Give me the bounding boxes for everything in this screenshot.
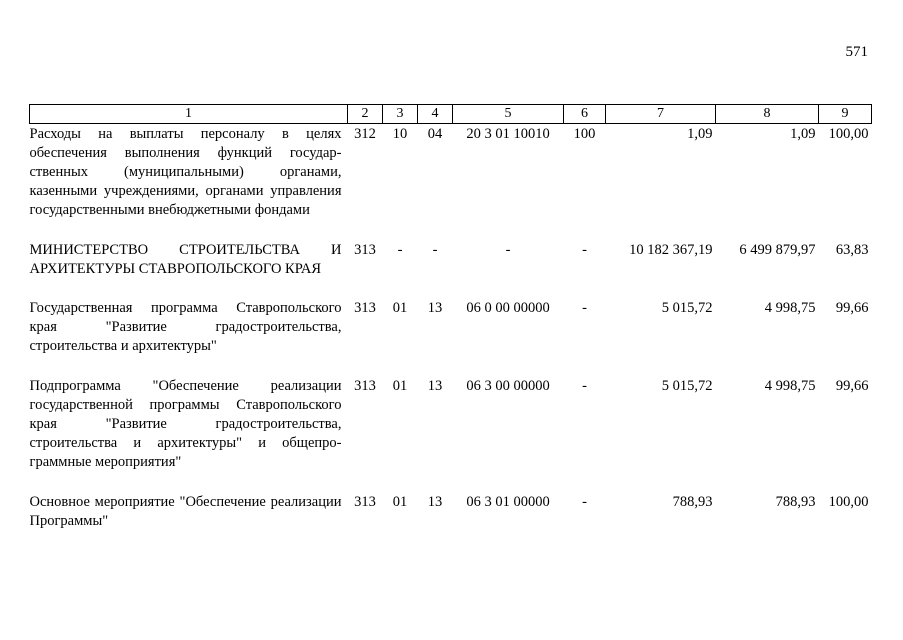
cell-vedomstvo: 313 xyxy=(354,241,376,258)
cell-podrazdel: - xyxy=(432,241,438,258)
cell-csr: 20 3 01 10010 xyxy=(466,126,550,142)
cell-plan: 788,93 xyxy=(672,493,713,510)
cell-procent: 100,00 xyxy=(828,493,869,510)
cell-podrazdel: 04 xyxy=(427,126,443,142)
table-row xyxy=(30,298,872,376)
cell-vedomstvo: 312 xyxy=(354,126,376,142)
column-header: 2 xyxy=(348,105,383,124)
cell-csr: 06 3 00 00000 xyxy=(466,377,550,394)
cell-vedomstvo: 313 xyxy=(354,377,376,394)
cell-csr: 06 0 00 00000 xyxy=(466,299,550,316)
row-name: МИНИСТЕРСТВО СТРОИТЕЛЬСТВА И АРХИТЕКТУРЫ СТАВРОПОЛЬСКОГО КРАЯ xyxy=(29,241,342,277)
cell-plan: 10 182 367,19 xyxy=(629,241,713,258)
cell-vr: - xyxy=(582,241,587,258)
cell-procent: 99,66 xyxy=(835,377,869,394)
cell-vr: - xyxy=(582,493,587,510)
column-header: 5 xyxy=(453,105,564,124)
cell-procent: 100,00 xyxy=(828,126,869,142)
cell-podrazdel: 13 xyxy=(427,493,443,510)
cell-ispolneno: 6 499 879,97 xyxy=(739,241,816,258)
column-header: 1 xyxy=(30,105,348,124)
cell-razdel: 01 xyxy=(392,493,408,510)
cell-podrazdel: 13 xyxy=(427,299,443,316)
cell-razdel: - xyxy=(397,241,403,258)
row-name: Расходы на выплаты персоналу в целях обеспечения выполнения функций государ-ственных (муниципальными) органами, казенными учреждениями, органами управления государственными внебюджетными фондами xyxy=(29,126,342,218)
cell-vr: - xyxy=(582,299,587,316)
cell-vedomstvo: 313 xyxy=(354,299,376,316)
cell-ispolneno: 1,09 xyxy=(790,126,816,142)
table-row xyxy=(30,124,872,240)
cell-razdel: 01 xyxy=(392,377,408,394)
cell-vr: 100 xyxy=(573,126,596,142)
column-header: 4 xyxy=(418,105,453,124)
row-name: Подпрограмма "Обеспечение реализации государственной программы Ставропольского края "Развитие градостроительства, строительства и архитектуры" и общепро-граммные мероприятия" xyxy=(29,377,342,470)
cell-procent: 63,83 xyxy=(835,241,869,258)
table-row xyxy=(30,240,872,298)
column-header: 3 xyxy=(383,105,418,124)
column-header: 8 xyxy=(716,105,819,124)
cell-ispolneno: 4 998,75 xyxy=(764,299,816,316)
column-header: 7 xyxy=(606,105,716,124)
table-row xyxy=(30,376,872,492)
row-name: Государственная программа Ставропольского края "Развитие градостроительства, строительства и архитектуры" xyxy=(29,299,342,354)
table-row xyxy=(30,492,872,532)
cell-plan: 1,09 xyxy=(687,126,713,142)
budget-table xyxy=(29,104,872,532)
cell-podrazdel: 13 xyxy=(427,377,443,394)
cell-plan: 5 015,72 xyxy=(661,377,713,394)
cell-vedomstvo: 313 xyxy=(354,493,376,510)
cell-csr: 06 3 01 00000 xyxy=(466,493,550,510)
cell-csr: - xyxy=(505,241,511,258)
column-header: 9 xyxy=(819,105,872,124)
page-number: 571 xyxy=(845,44,868,60)
cell-vr: - xyxy=(582,377,587,394)
cell-ispolneno: 788,93 xyxy=(775,493,816,510)
row-name: Основное мероприятие "Обеспечение реализации Программы" xyxy=(29,493,342,529)
cell-razdel: 01 xyxy=(392,299,408,316)
header-row xyxy=(30,105,872,124)
cell-procent: 99,66 xyxy=(835,299,869,316)
cell-ispolneno: 4 998,75 xyxy=(764,377,816,394)
cell-plan: 5 015,72 xyxy=(661,299,713,316)
cell-razdel: 10 xyxy=(392,126,408,142)
column-header: 6 xyxy=(564,105,606,124)
